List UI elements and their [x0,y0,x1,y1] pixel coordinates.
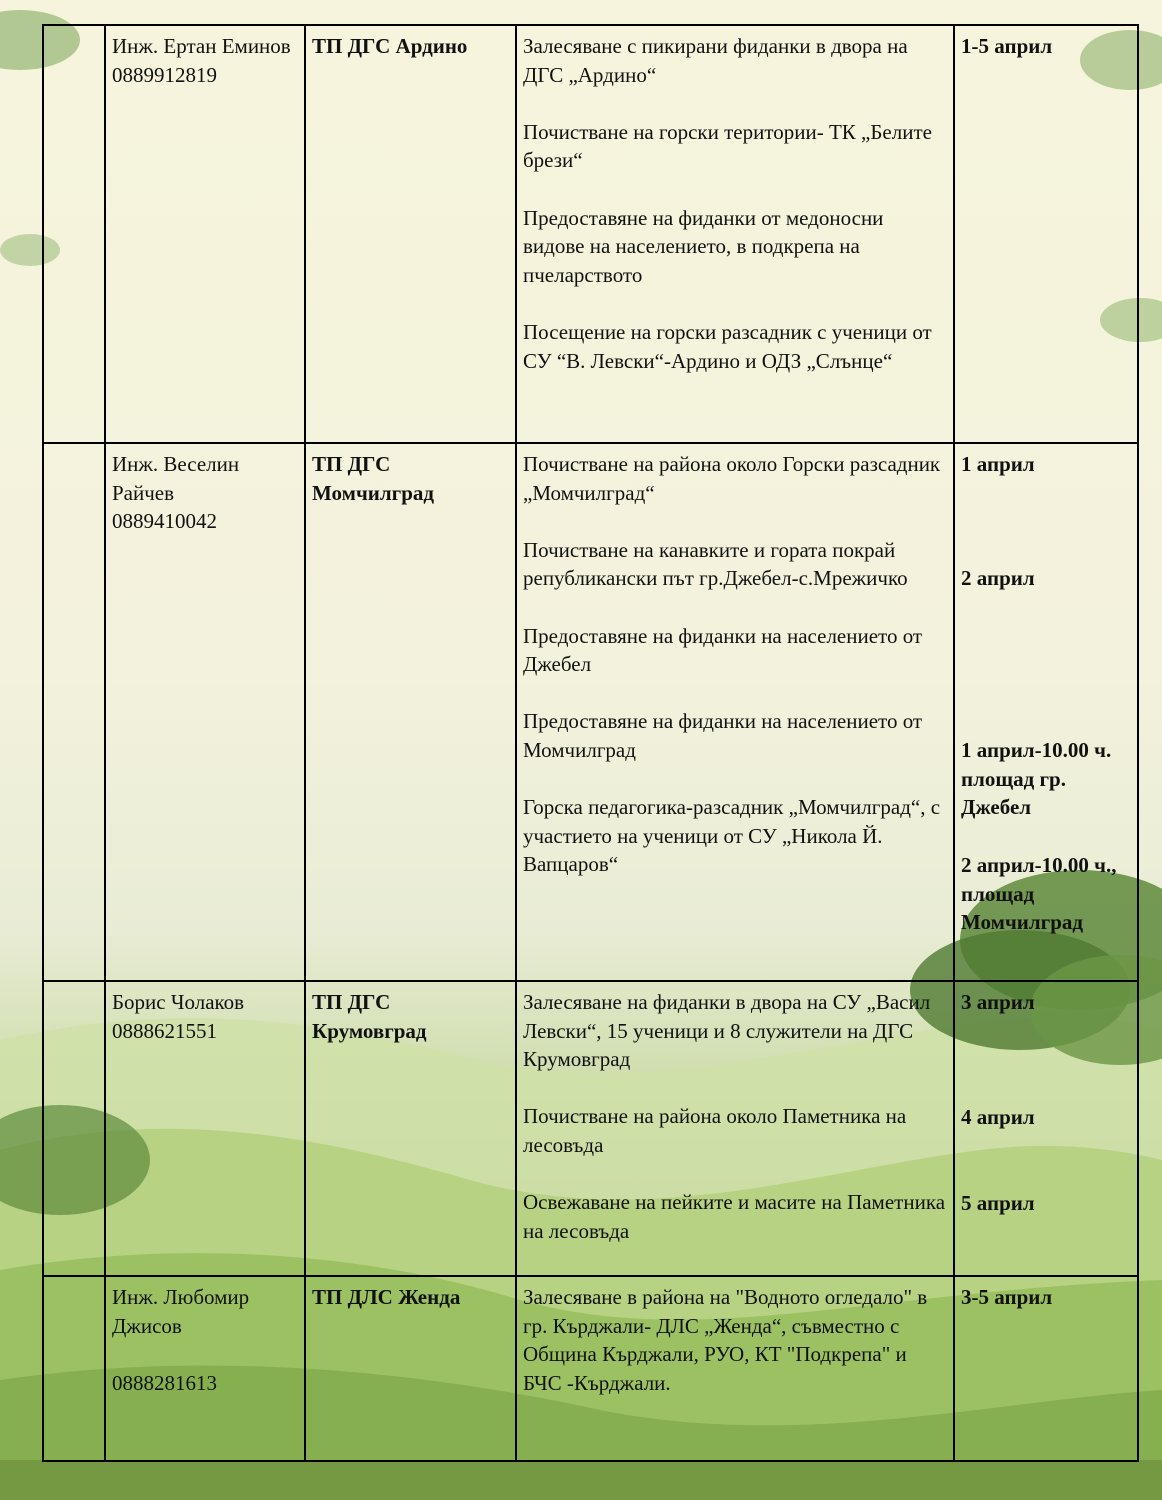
contact-name: Борис Чолаков [112,990,245,1014]
index-cell [43,25,105,443]
index-cell [43,443,105,981]
index-cell [43,981,105,1276]
unit-cell: ТП ДЛС Женда [305,1276,516,1461]
contact-name: Инж. Любомир Джисов [112,1285,250,1338]
date-item: 2 април [961,566,1035,590]
date-item: 1 април-10.00 ч. площад гр. Джебел [961,738,1112,820]
date-item: 1 април [961,452,1035,476]
dates-cell [954,1276,1138,1461]
unit-cell: ТП ДГС Крумовград [305,981,516,1276]
date-item: 2 април-10.00 ч., площад Момчилград [961,853,1117,935]
table-row [43,1276,1138,1461]
date-item: 1-5 април [961,34,1053,58]
contact-phone: 0889410042 [112,509,217,534]
table-row [43,443,1138,981]
activity-item: Посещение на горски разсадник с ученици от СУ “В. Левски“-Ардино и ОДЗ „Слънце“ [523,319,932,373]
activities-cell [516,1276,954,1461]
unit-cell: ТП ДГС Момчилград [305,443,516,981]
contact-cell [105,25,305,443]
unit-cell: ТП ДГС Ардино [305,25,516,443]
activity-item: Почистване на канавките и гората покрай републикански път гр.Джебел-с.Мрежичко [523,537,908,591]
contact-phone: 0888621551 [112,1018,217,1043]
dates-cell [954,443,1138,981]
contact-cell [105,443,305,981]
contact-name: Инж. Веселин Райчев [112,452,240,505]
activity-item: Залесяване на фиданки в двора на СУ „Васил Левски“, 15 ученици и 8 служители на ДГС Крумовград [523,990,931,1072]
activities-cell [516,443,954,981]
schedule-table [42,24,1139,1462]
activity-item: Горска педагогика-разсадник „Момчилград“, с участието на ученици от СУ „Никола Й. Вапцаров“ [523,795,941,877]
date-item: 3-5 април [961,1285,1053,1309]
contact-phone: 0888281613 [112,1370,217,1395]
activities-cell [516,25,954,443]
activity-item: Предоставяне на фиданки на населението от Джебел [523,623,923,677]
activity-item: Почистване на района около Горски разсадник „Момчилград“ [523,452,941,505]
activity-item: Предоставяне на фиданки от медоносни видове на населението, в подкрепа на пчеларството [523,205,884,287]
activities-cell [516,981,954,1276]
contact-phone: 0889912819 [112,62,217,87]
dates-cell [954,981,1138,1276]
date-item: 4 април [961,1105,1035,1129]
activity-item: Освежаване на пейките и масите на Паметника на лесовъда [523,1190,946,1243]
activity-item: Залесяване в района на "Водното огледало" в гр. Кърджали- ДЛС „Женда“, съвместно с Община Кърджали, РУО, КТ "Подкрепа" и БЧС -Кърджали. [523,1285,928,1395]
index-cell [43,1276,105,1461]
date-item: 5 април [961,1191,1035,1215]
activity-item: Почистване на района около Паметника на лесовъда [523,1104,907,1157]
table-row [43,25,1138,443]
contact-name: Инж. Ертан Еминов [112,34,291,58]
activity-item: Почистване на горски територии- ТК „Белите брези“ [523,119,932,173]
activity-item: Предоставяне на фиданки на населението от Момчилград [523,709,923,762]
table-row [43,981,1138,1276]
contact-cell [105,1276,305,1461]
contact-cell [105,981,305,1276]
dates-cell [954,25,1138,443]
date-item: 3 април [961,990,1035,1014]
activity-item: Залесяване с пикирани фиданки в двора на ДГС „Ардино“ [523,34,908,87]
